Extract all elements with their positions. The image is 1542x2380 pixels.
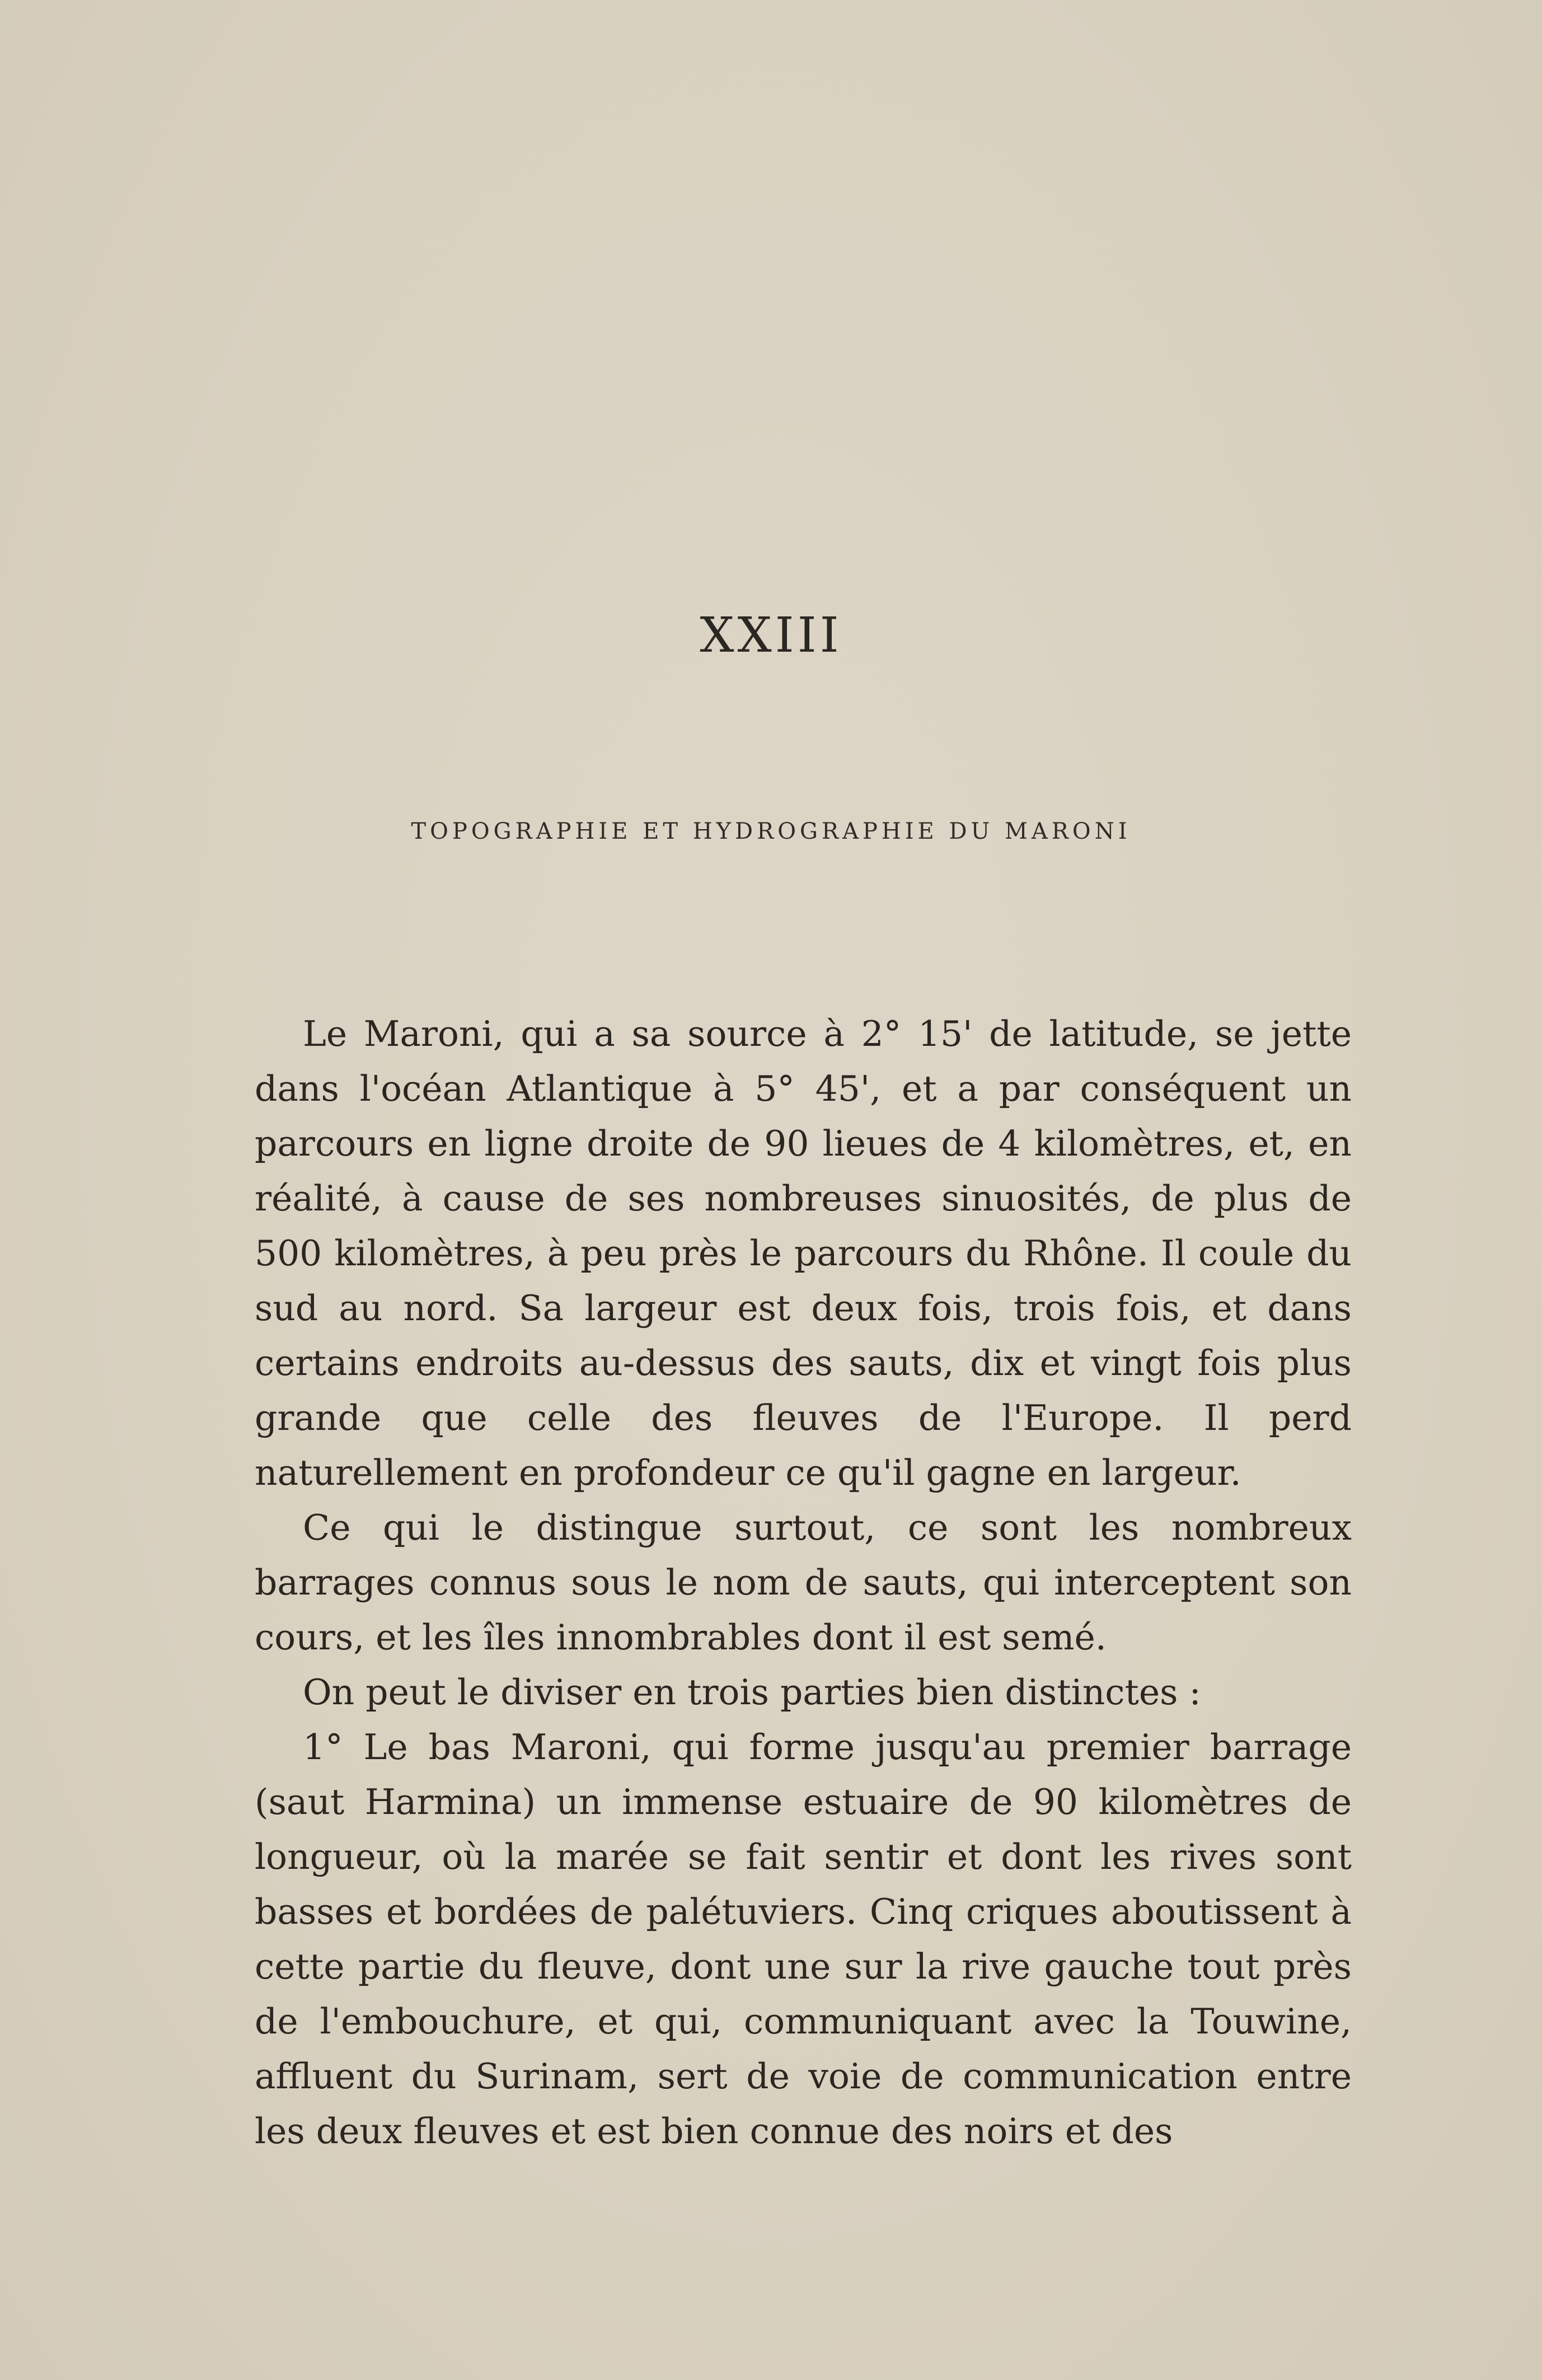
chapter-number: XXIII: [700, 607, 842, 663]
paragraph: Ce qui le distingue surtout, ce sont les nombreux barrages connus sous le nom de sauts, qui interceptent son cours, et les îles innombrables dont il est semé.: [255, 1507, 1352, 1658]
paragraph: Le Maroni, qui a sa source à 2° 15' de latitude, se jette dans l'océan Atlantique à 5° 45', et a par conséquent un parcours en ligne droite de 90 lieues de 4 kilomètres, et, en réalité, à cause de ses nombreuses sinuosités, de plus de 500 kilomètres, à peu près le parcours du Rhône. Il coule du sud au nord. Sa largeur est deux fois, trois fois, et dans certains endroits au-dessus des sauts, dix et vingt fois plus grande que celle des fleuves de l'Europe. Il perd naturellement en profondeur ce qu'il gagne en largeur.: [255, 1013, 1352, 1493]
paragraph: On peut le diviser en trois parties bien distinctes :: [303, 1672, 1201, 1713]
paragraph: 1° Le bas Maroni, qui forme jusqu'au premier barrage (saut Harmina) un immense estuaire de 90 kilomètres de longueur, où la marée se fait sentir et dont les rives sont basses et bordées de palétuviers. Cinq criques aboutissent à cette partie du fleuve, dont une sur la rive gauche tout près de l'embouchure, et qui, communiquant avec la Touwine, affluent du Surinam, sert de voie de communication entre les deux fleuves et est bien connue des noirs et des: [255, 1727, 1352, 2152]
chapter-title: TOPOGRAPHIE ET HYDROGRAPHIE DU MARONI: [411, 819, 1131, 844]
body-text: [255, 1007, 1352, 2159]
